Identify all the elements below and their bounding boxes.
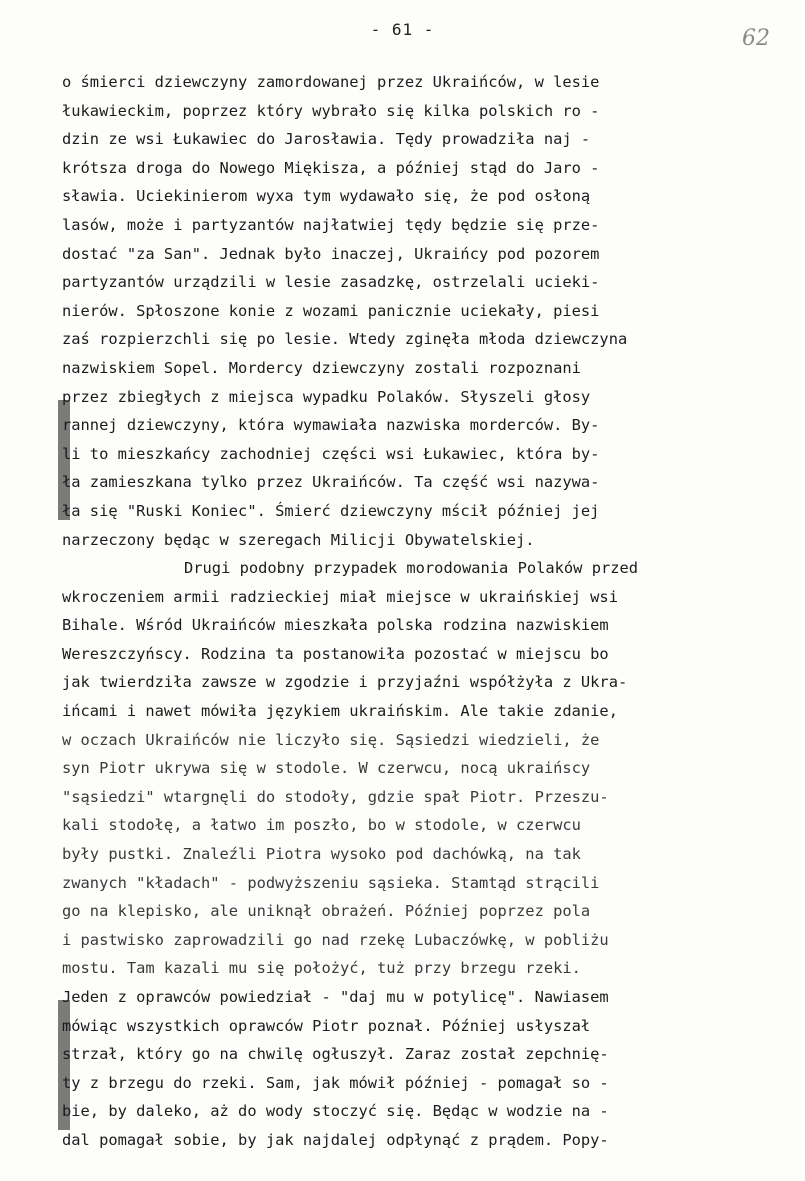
text-line: sławia. Uciekinierom wyxa tym wydawało się, że pod osłoną (62, 187, 591, 206)
text-line: dostać "za San". Jednak było inaczej, Ukraińcy pod pozorem (62, 244, 600, 263)
paragraph-start-line: Drugi podobny przypadek morodowania Polaków przed (184, 559, 639, 578)
text-line: ła zamieszkana tylko przez Ukraińców. Ta część wsi nazywa- (62, 473, 600, 492)
page-number: - 61 - (370, 20, 435, 39)
text-line: rannej dziewczyny, która wymawiała nazwiska morderców. By- (62, 416, 600, 435)
text-line: ińcami i nawet mówiła językiem ukraińskim. Ale takie zdanie, (62, 702, 618, 721)
text-line: "sąsiedzi" wtargnęli do stodoły, gdzie spał Piotr. Przeszu- (62, 787, 609, 806)
text-line: zwanych "kładach" - podwyższeniu sąsieka. Stamtąd strącili (62, 873, 600, 892)
text-line: strzał, który go na chwilę ogłuszył. Zaraz został zepchnię- (62, 1045, 609, 1064)
text-line: dzin ze wsi Łukawiec do Jarosławia. Tędy prowadziła naj - (62, 130, 591, 149)
text-line: partyzantów urządzili w lesie zasadzkę, ostrzelali ucieki- (62, 273, 600, 292)
text-line: ła się "Ruski Koniec". Śmierć dziewczyny mścił później jej (62, 501, 600, 520)
text-line: w oczach Ukraińców nie liczyło się. Sąsiedzi wiedzieli, że (62, 730, 600, 749)
text-line: i pastwisko zaprowadzili go nad rzekę Lubaczówkę, w pobliżu (62, 930, 609, 949)
text-line: łukawieckim, poprzez który wybrało się kilka polskich ro - (62, 101, 600, 120)
text-line: Bihale. Wśród Ukraińców mieszkała polska rodzina nazwiskiem (62, 616, 609, 635)
text-line: lasów, może i partyzantów najłatwiej tędy będzie się prze- (62, 215, 600, 234)
text-line: wkroczeniem armii radzieckiej miał miejsce w ukraińskiej wsi (62, 587, 618, 606)
text-line: kali stodołę, a łatwo im poszło, bo w stodole, w czerwcu (62, 816, 581, 835)
document-body (62, 68, 752, 1155)
text-line: syn Piotr ukrywa się w stodole. W czerwcu, nocą ukraińscy (62, 759, 591, 778)
text-line: jak twierdziła zawsze w zgodzie i przyjaźni współżyła z Ukra- (62, 673, 628, 692)
text-line: krótsza droga do Nowego Miękisza, a później stąd do Jaro - (62, 158, 600, 177)
text-line: o śmierci dziewczyny zamordowanej przez Ukraińców, w lesie (62, 73, 600, 91)
text-line: były pustki. Znaleźli Piotra wysoko pod dachówką, na tak (62, 845, 581, 864)
text-line: Wereszczyńscy. Rodzina ta postanowiła pozostać w miejscu bo (62, 644, 609, 663)
text-line: dal pomagał sobie, by jak najdalej odpłynąć z prądem. Popy- (62, 1130, 609, 1149)
handwritten-page-note: 62 (742, 26, 770, 51)
text-line: bie, by daleko, aż do wody stoczyć się. Będąc w wodzie na - (62, 1102, 609, 1121)
text-line: Jeden z oprawców powiedział - "daj mu w potylicę". Nawiasem (62, 988, 609, 1006)
text-line: li to mieszkańcy zachodniej części wsi Łukawiec, która by- (62, 444, 600, 463)
text-line: zaś rozpierzchli się po lesie. Wtedy zginęła młoda dziewczyna (62, 330, 628, 349)
text-line: mostu. Tam kazali mu się położyć, tuż przy brzegu rzeki. (62, 959, 581, 978)
text-line: nierów. Spłoszone konie z wozami panicznie uciekały, piesi (62, 301, 600, 320)
text-line: narzeczony będąc w szeregach Milicji Obywatelskiej. (62, 530, 535, 549)
text-line: ty z brzegu do rzeki. Sam, jak mówił później - pomagał so - (62, 1073, 609, 1092)
text-line: nazwiskiem Sopel. Mordercy dziewczyny zostali rozpoznani (62, 358, 581, 377)
text-line: przez zbiegłych z miejsca wypadku Polaków. Słyszeli głosy (62, 387, 591, 406)
text-line: mówiąc wszystkich oprawców Piotr poznał. Później usłyszał (62, 1016, 591, 1035)
text-line: go na klepisko, ale uniknął obrażeń. Później poprzez pola (62, 902, 591, 921)
